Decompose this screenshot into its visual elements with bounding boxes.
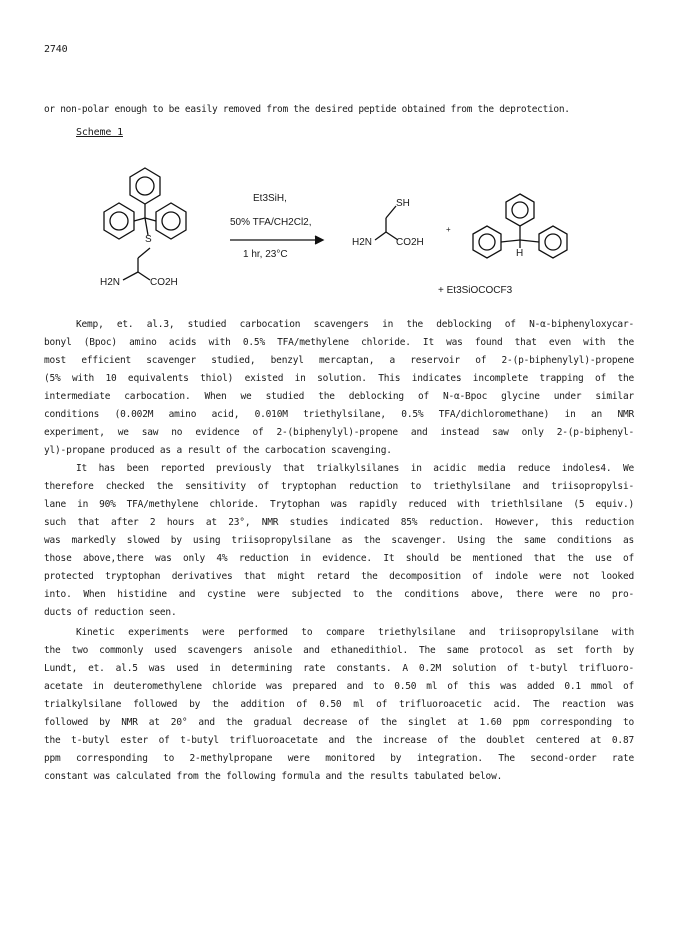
- reagent-3: 1 hr, 23°C: [243, 249, 288, 260]
- carboxyl-text: CO2H: [150, 277, 178, 288]
- body-line: ducts of reduction seen.: [44, 607, 177, 618]
- phenyl-ring: [506, 194, 534, 226]
- body-line: therefore checked the sensitivity of tryptophan reduction to triethylsilane and triisopropylsi-: [44, 481, 634, 492]
- body-line: It has been reported previously that trialkylsilanes in acidic media reduce indoles4. We: [76, 463, 634, 474]
- body-line: acetate in deuteromethylene chloride was prepared and to 0.50 ml of this was added 0.1 mmol of: [44, 681, 634, 692]
- phenyl-ring: [130, 168, 160, 204]
- body-line: yl)-propane produced as a result of the carbocation scavenging.: [44, 445, 392, 456]
- body-line: constant was calculated from the following formula and the results tabulated below.: [44, 771, 503, 782]
- body-line: the t-butyl ester of t-butyl trifluoroacetate and the increase of the doublet centered at 0.87: [44, 735, 634, 746]
- body-line: intermediate carbocation. When we studied the deblocking of N-α-Bpoc glycine under similar: [44, 391, 634, 402]
- reagent-2: 50% TFA/CH2Cl2,: [230, 217, 312, 228]
- phenyl-ring: [156, 203, 186, 239]
- amine-label-product: H2N: [352, 237, 373, 248]
- body-line: followed by NMR at 20° and the gradual decrease of the singlet at 1.60 ppm corresponding to: [44, 717, 634, 728]
- body-line: protected tryptophan derivatives that might retard the decomposition of indole were not looked: [44, 571, 634, 582]
- body-line: experiment, we saw no evidence of 2-(biphenylyl)-propene and instead saw only 2-(p-biphenyl-: [44, 427, 634, 438]
- body-line: such that after 2 hours at 23°, NMR studies indicated 85% reduction. However, this reduction: [44, 517, 634, 528]
- phenyl-ring: [473, 226, 501, 258]
- phenyl-ring: [539, 226, 567, 258]
- body-line: conditions (0.002M amino acid, 0.010M triethylsilane, 0.5% TFA/dichloromethane) in an NMR: [44, 409, 634, 420]
- body-line: into. When histidine and cystine were subjected to the conditions above, there were no pro-: [44, 589, 634, 600]
- byproduct-label: + Et3SiOCOCF3: [438, 285, 513, 296]
- body-line: Kemp, et. al.3, studied carbocation scavengers in the deblocking of N-α-biphenyloxycar-: [76, 319, 634, 330]
- body-line: Kinetic experiments were performed to compare triethylsilane and triisopropylsilane with: [76, 627, 634, 638]
- scheme-1-figure: [90, 160, 610, 310]
- body-line: ppm corresponding to 2-methylpropane were monitored by integration. The second-order rate: [44, 753, 634, 764]
- body-line: was markedly slowed by using triisopropylsilane as the scavenger. Using the same conditions as: [44, 535, 634, 546]
- body-line: bonyl (Bpoc) amino acids with 0.5% TFA/methylene chloride. It was found that even with the: [44, 337, 634, 348]
- body-line: Lundt, et. al.5 was used in determining rate constants. A 0.2M solution of t-butyl trifluoro-: [44, 663, 634, 674]
- plus-sign: +: [446, 225, 451, 234]
- amine-text: H2N: [100, 277, 121, 288]
- body-line: lane in 90% TFA/methylene chloride. Trytophan was rapidly reduced with triethlsilane (5 equiv.): [44, 499, 634, 510]
- body-line: most efficient scavenger studied, benzyl mercaptan, a reservoir of 2-(p-biphenylyl)-propene: [44, 355, 634, 366]
- body-line: those above,there was only 4% reduction in evidence. It should be mentioned that the use of: [44, 553, 634, 564]
- body-line: trialkylsilane followed by the addition of 0.50 ml of trifluoroacetic acid. The reaction was: [44, 699, 634, 710]
- intro-line: or non-polar enough to be easily removed from the desired peptide obtained from the deprotection.: [44, 104, 570, 115]
- hydrogen-label: H: [516, 248, 524, 259]
- phenyl-ring: [104, 203, 134, 239]
- sulfur-label: S: [145, 234, 152, 245]
- amine-label-left: [100, 277, 120, 288]
- reagent-1: Et3SiH,: [253, 193, 287, 204]
- carboxyl-label-left: [150, 277, 178, 288]
- body-line: the two commonly used scavengers anisole and ethanedithiol. The same protocol as set forth by: [44, 645, 634, 656]
- page-number: 2740: [44, 44, 68, 55]
- scheme-title: Scheme 1: [76, 127, 123, 138]
- carboxyl-label-product: CO2H: [396, 237, 424, 248]
- body-line: (5% with 10 equivalents thiol) existed in solution. This indicates incomplete trapping of the: [44, 373, 634, 384]
- thiol-label: SH: [396, 198, 410, 209]
